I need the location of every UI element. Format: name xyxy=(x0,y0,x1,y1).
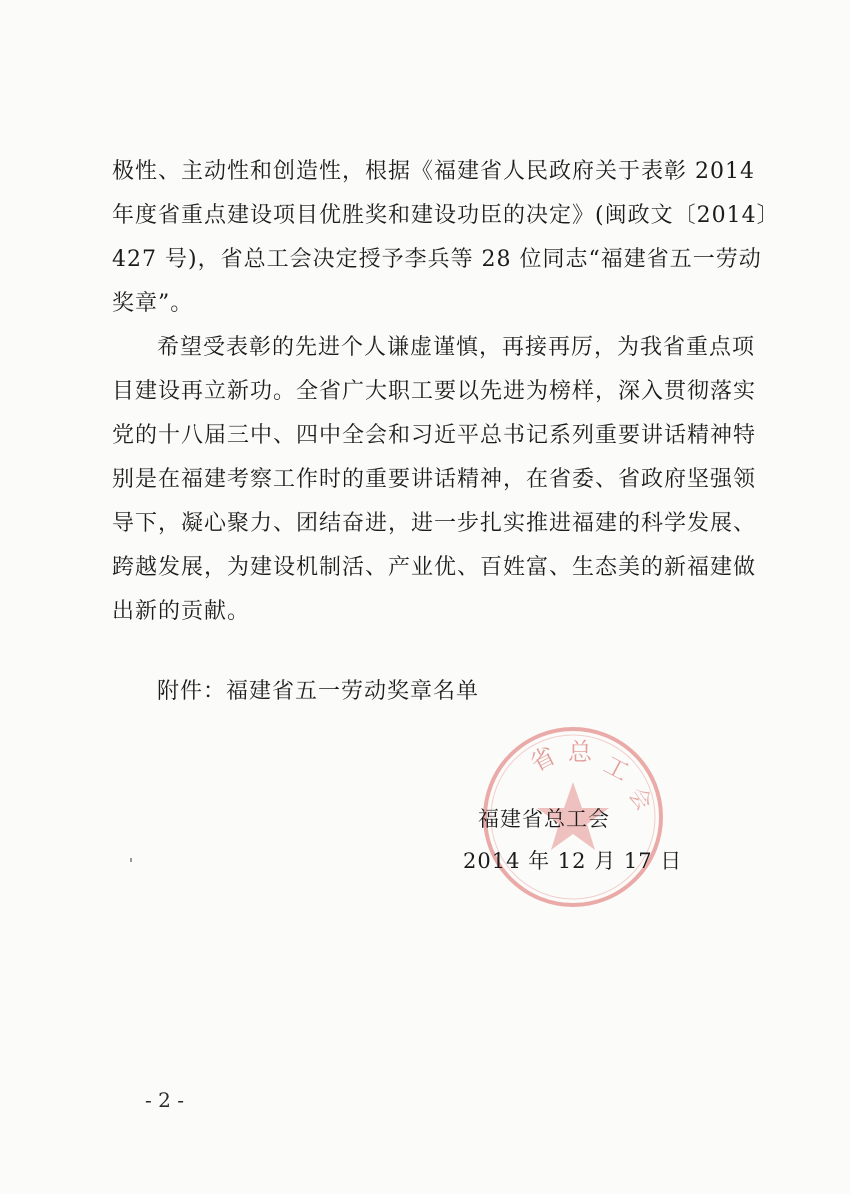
paragraph-1-line: 奖章”。 xyxy=(112,291,194,316)
page-number: - 2 - xyxy=(145,1088,184,1112)
paragraph-2-line: 别是在福建考察工作时的重要讲话精神，在省委、省政府坚强领 xyxy=(112,467,757,492)
paragraph-1-line: 极性、主动性和创造性，根据《福建省人民政府关于表彰 2014 xyxy=(112,159,755,184)
issuer-name: 福建省总工会 xyxy=(478,807,610,831)
paragraph-1 xyxy=(112,150,780,326)
attachment-note: 附件：福建省五一劳动奖章名单 xyxy=(157,679,480,704)
paragraph-2-line: 党的十八届三中、四中全会和习近平总书记系列重要讲话精神特 xyxy=(112,423,757,448)
svg-text:总: 总 xyxy=(568,738,592,766)
paragraph-1-line: 年度省重点建设项目优胜奖和建设功臣的决定》(闽政文〔2014〕 xyxy=(112,203,780,228)
paragraph-1-line: 427 号)，省总工会决定授予李兵等 28 位同志“福建省五一劳动 xyxy=(112,247,762,272)
svg-text:会: 会 xyxy=(623,783,657,816)
svg-text:工: 工 xyxy=(599,750,634,787)
paragraph-2 xyxy=(112,326,757,634)
issue-date: 2014 年 12 月 17 日 xyxy=(463,849,683,873)
document-body xyxy=(112,150,780,634)
paragraph-2-line: 出新的贡献。 xyxy=(112,599,251,624)
paragraph-2-line: 希望受表彰的先进个人谦虚谨慎，再接再厉，为我省重点项 xyxy=(157,335,756,360)
svg-text:省: 省 xyxy=(525,741,561,778)
paragraph-2-line: 导下，凝心聚力、团结奋进，进一步扎实推进福建的科学发展、 xyxy=(112,511,757,536)
paragraph-2-line: 目建设再立新功。全省广大职工要以先进为榜样，深入贯彻落实 xyxy=(112,379,757,404)
paragraph-2-line: 跨越发展，为建设机制活、产业优、百姓富、生态美的新福建做 xyxy=(112,555,757,580)
scan-speck xyxy=(130,858,132,862)
